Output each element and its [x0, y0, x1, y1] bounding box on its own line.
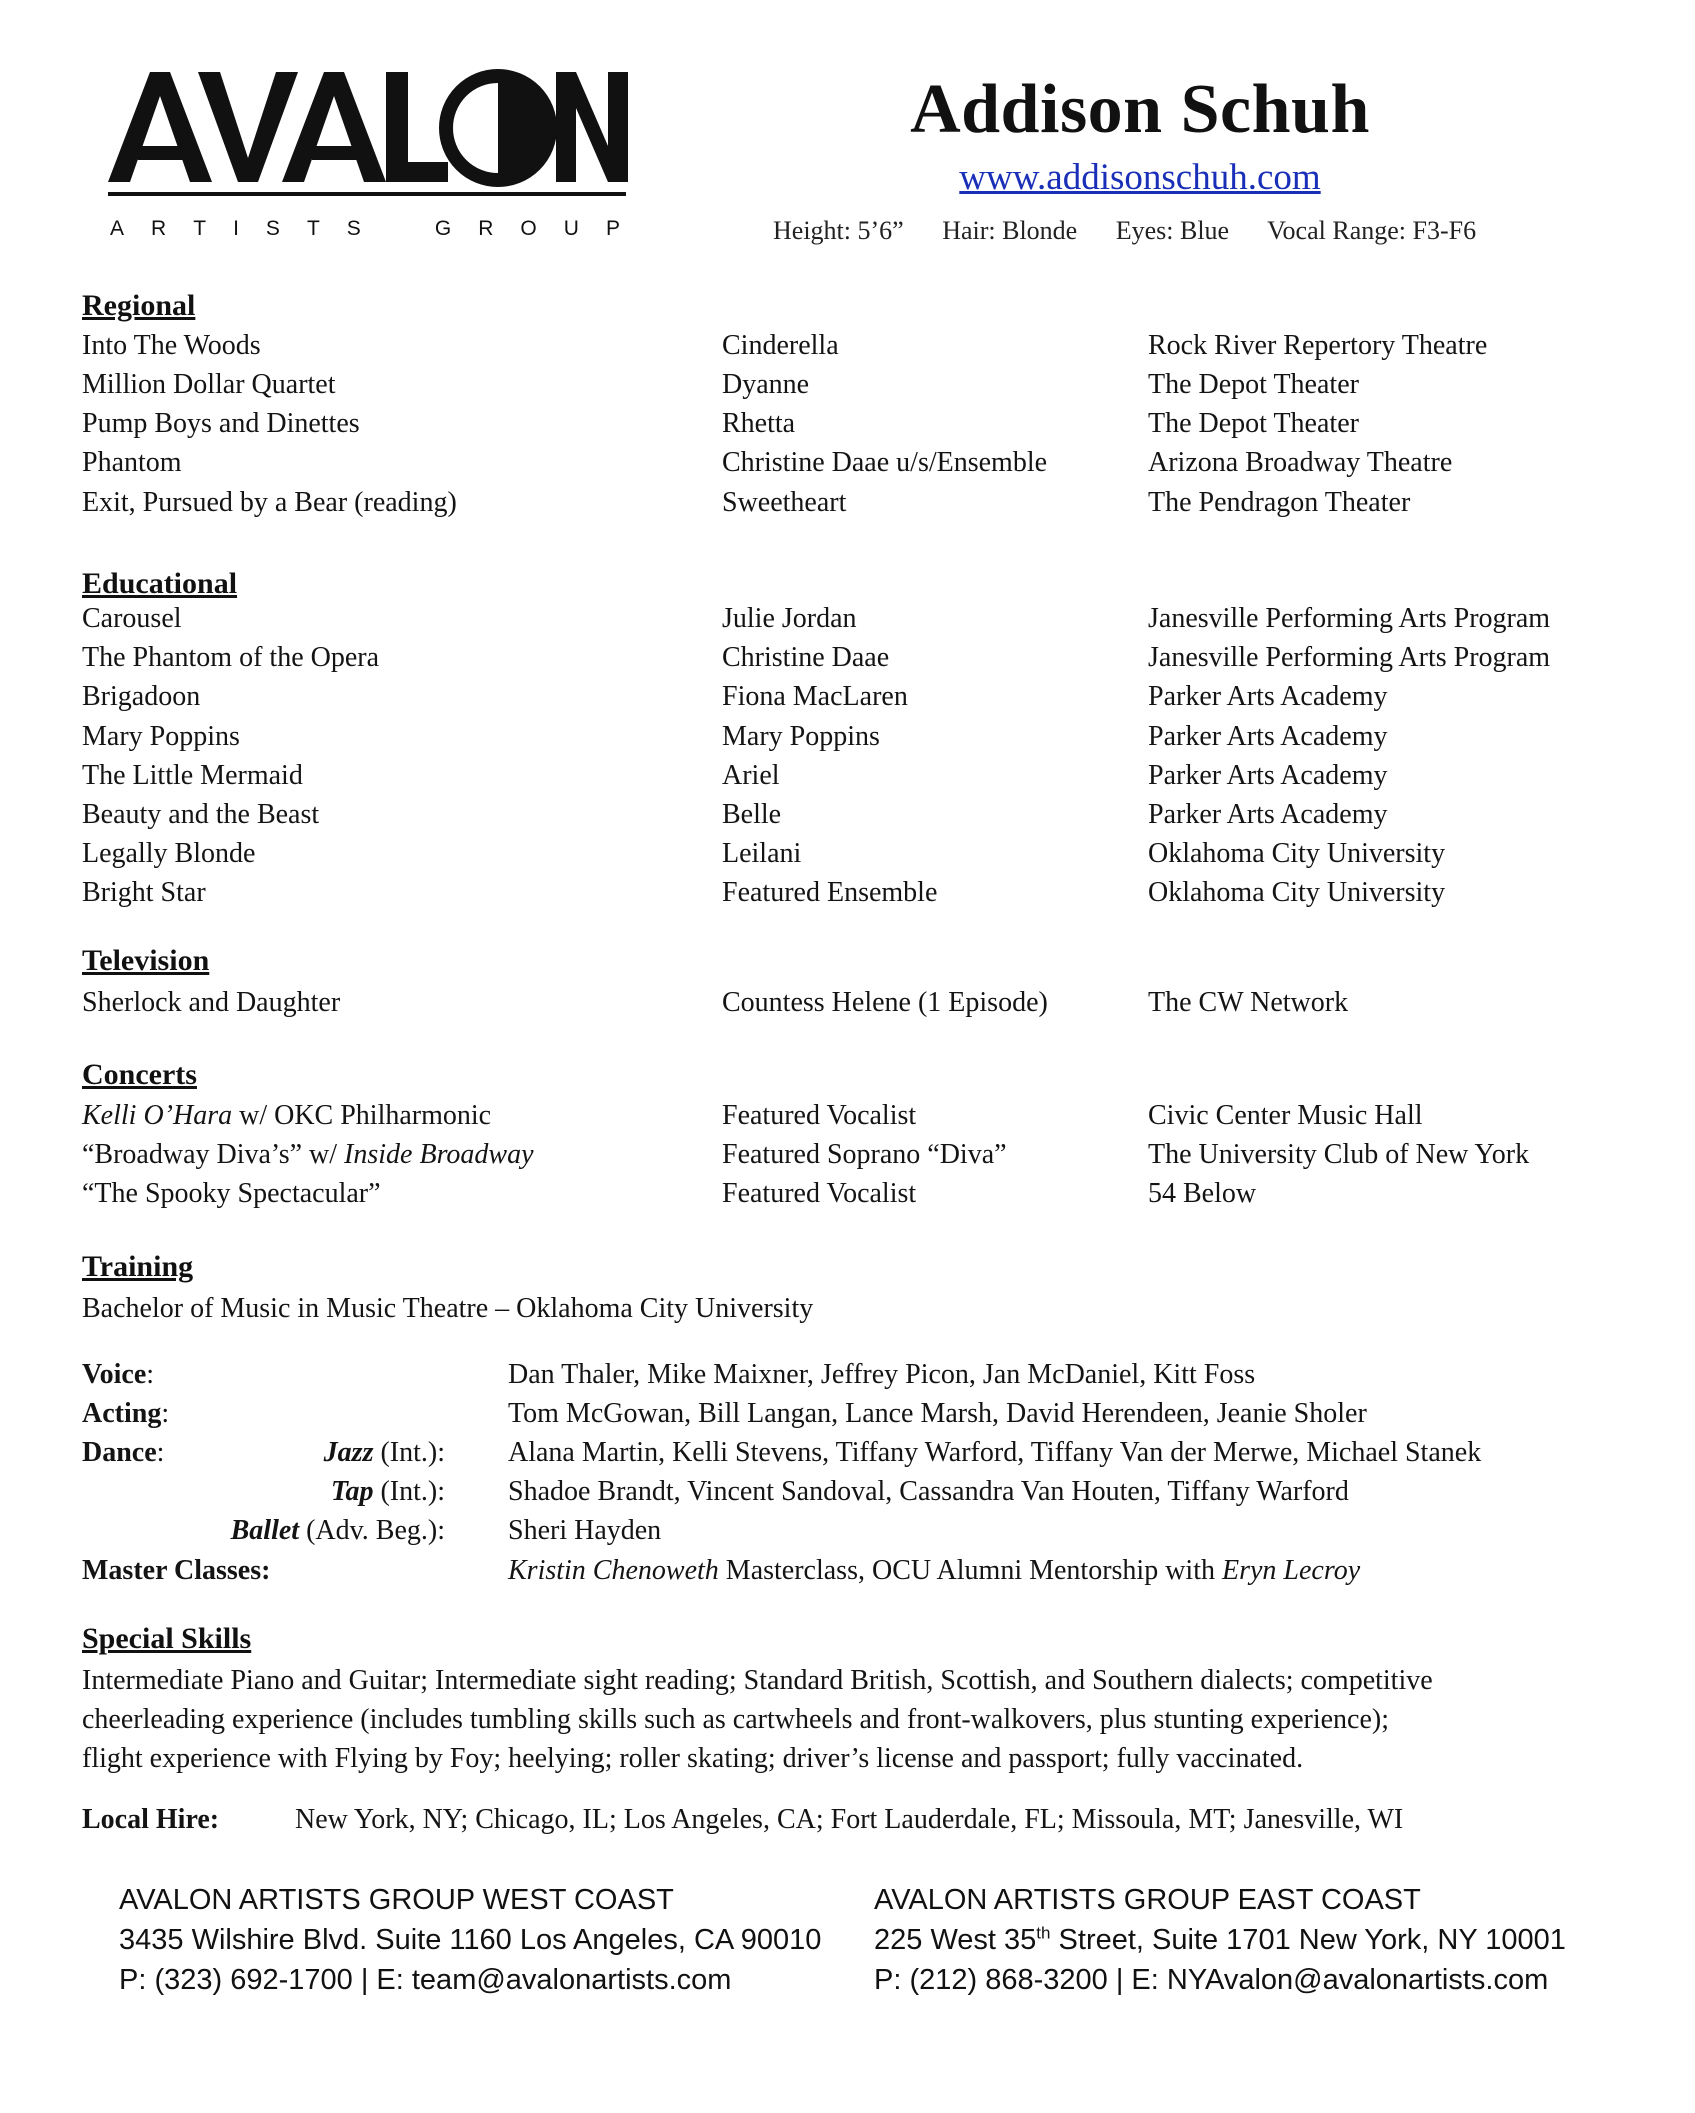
venue: Parker Arts Academy [1148, 760, 1388, 791]
role: Fiona MacLaren [722, 681, 908, 712]
show-title: The Little Mermaid [82, 760, 303, 791]
training-teachers: Tom McGowan, Bill Langan, Lance Marsh, David Herendeen, Jeanie Sholer [508, 1398, 1367, 1429]
section-heading-television: Television [82, 944, 210, 977]
show-title: Million Dollar Quartet [82, 369, 336, 400]
show-title: Bright Star [82, 877, 206, 908]
stat-vocal-range: Vocal Range: F3-F6 [1267, 216, 1477, 245]
credit-row [0, 487, 1695, 527]
credit-row [0, 877, 1695, 917]
skills-line: flight experience with Flying by Foy; heelying; roller skating; driver’s license and passport; fully vaccinated. [82, 1743, 1304, 1774]
venue: Civic Center Music Hall [1148, 1100, 1423, 1131]
training-voice [0, 1359, 1695, 1399]
section-heading-educational: Educational [82, 567, 238, 600]
venue: Parker Arts Academy [1148, 799, 1388, 830]
training-acting [0, 1398, 1695, 1438]
show-title: “The Spooky Spectacular” [82, 1178, 381, 1209]
credit-row [0, 408, 1695, 448]
section-heading-regional: Regional [82, 289, 196, 322]
role: Christine Daae u/s/Ensemble [722, 447, 1048, 478]
venue: The Pendragon Theater [1148, 487, 1411, 518]
local-hire-label: Local Hire: [82, 1804, 220, 1835]
credit-row [0, 760, 1695, 800]
show-title: Pump Boys and Dinettes [82, 408, 360, 439]
venue: 54 Below [1148, 1178, 1257, 1209]
training-teachers: Alana Martin, Kelli Stevens, Tiffany Warford, Tiffany Van der Merwe, Michael Stanek [508, 1437, 1482, 1468]
credit-row [0, 642, 1695, 682]
show-title: The Phantom of the Opera [82, 642, 380, 673]
dance-style: Jazz (Int.): [323, 1437, 445, 1468]
role: Christine Daae [722, 642, 890, 673]
venue: Oklahoma City University [1148, 877, 1446, 908]
section-heading-concerts: Concerts [82, 1058, 197, 1091]
role: Mary Poppins [722, 721, 880, 752]
role: Ariel [722, 760, 780, 791]
role: Rhetta [722, 408, 796, 439]
credit-row [0, 799, 1695, 839]
stat-height: Height: 5’6” [773, 216, 904, 245]
agency-office-title: AVALON ARTISTS GROUP EAST COAST [874, 1884, 1421, 1916]
venue: Janesville Performing Arts Program [1148, 603, 1551, 634]
credit-row [0, 1178, 1695, 1218]
role: Belle [722, 799, 782, 830]
physical-stats [773, 216, 1533, 246]
credit-row [0, 330, 1695, 370]
role: Featured Soprano “Diva” [722, 1139, 1007, 1170]
role: Cinderella [722, 330, 839, 361]
agency-east-coast [874, 1880, 1566, 2000]
show-title: Kelli O’Hara w/ OKC Philharmonic [82, 1100, 492, 1131]
local-hire [82, 1804, 1404, 1836]
training-teachers: Sheri Hayden [508, 1515, 662, 1546]
credit-row [0, 721, 1695, 761]
dance-style: Ballet (Adv. Beg.): [230, 1515, 445, 1546]
venue: The Depot Theater [1148, 369, 1359, 400]
agency-address: 3435 Wilshire Blvd. Suite 1160 Los Angeles, CA 90010 [119, 1924, 822, 1956]
role: Julie Jordan [722, 603, 857, 634]
credit-row [0, 987, 1695, 1027]
performer-name: Addison Schuh [910, 71, 1370, 148]
dance-style: Tap (Int.): [330, 1476, 445, 1507]
credit-row [0, 447, 1695, 487]
training-jazz [0, 1437, 1695, 1477]
credit-row [0, 603, 1695, 643]
venue: Janesville Performing Arts Program [1148, 642, 1551, 673]
venue: Rock River Repertory Theatre [1148, 330, 1488, 361]
show-title: Beauty and the Beast [82, 799, 320, 830]
credit-row [0, 369, 1695, 409]
training-label: Acting: [82, 1398, 170, 1429]
credit-row [0, 681, 1695, 721]
venue: The Depot Theater [1148, 408, 1359, 439]
show-title: Carousel [82, 603, 182, 634]
degree: Bachelor of Music in Music Theatre – Oklahoma City University [82, 1293, 814, 1324]
show-title: Into The Woods [82, 330, 261, 361]
show-title: “Broadway Diva’s” w/ Inside Broadway [82, 1139, 534, 1170]
credit-row [0, 1100, 1695, 1140]
stat-hair: Hair: Blonde [942, 216, 1078, 245]
training-tap [0, 1476, 1695, 1516]
role: Leilani [722, 838, 802, 869]
role: Countess Helene (1 Episode) [722, 987, 1048, 1018]
show-title: Mary Poppins [82, 721, 240, 752]
show-title: Phantom [82, 447, 182, 478]
training-label: Dance: [82, 1437, 165, 1468]
special-skills-text [82, 1661, 1542, 1778]
avalon-logo [108, 62, 628, 262]
role: Dyanne [722, 369, 810, 400]
agency-contact: P: (212) 868-3200 | E: NYAvalon@avalonartists.com [874, 1964, 1549, 1996]
avalon-wordmark-icon [108, 62, 628, 202]
training-label: Voice: [82, 1359, 155, 1390]
venue: Oklahoma City University [1148, 838, 1446, 869]
role: Featured Vocalist [722, 1178, 917, 1209]
show-title: Legally Blonde [82, 838, 256, 869]
role: Sweetheart [722, 487, 847, 518]
venue: The University Club of New York [1148, 1139, 1530, 1170]
training-teachers: Dan Thaler, Mike Maixner, Jeffrey Picon, Jan McDaniel, Kitt Foss [508, 1359, 1256, 1390]
venue: The CW Network [1148, 987, 1349, 1018]
agency-contact: P: (323) 692-1700 | E: team@avalonartists.com [119, 1964, 732, 1996]
role: Featured Ensemble [722, 877, 938, 908]
logo-subtitle: A R T I S T S G R O U P [110, 217, 620, 240]
show-title: Exit, Pursued by a Bear (reading) [82, 487, 457, 518]
role: Featured Vocalist [722, 1100, 917, 1131]
section-heading-special-skills: Special Skills [82, 1622, 252, 1655]
website-link[interactable]: www.addisonschuh.com [959, 157, 1321, 198]
venue: Parker Arts Academy [1148, 681, 1388, 712]
credit-row [0, 838, 1695, 878]
agency-address: 225 West 35th Street, Suite 1701 New York, NY 10001 [874, 1923, 1566, 1956]
training-master-classes [0, 1555, 1695, 1595]
stat-eyes: Eyes: Blue [1115, 216, 1230, 245]
skills-line: Intermediate Piano and Guitar; Intermediate sight reading; Standard British, Scottish, and Southern dialects; competitive [82, 1665, 1433, 1696]
show-title: Brigadoon [82, 681, 201, 712]
section-heading-training: Training [82, 1250, 194, 1283]
skills-line: cheerleading experience (includes tumbling skills such as cartwheels and front-walkovers, plus stunting experience); [82, 1704, 1390, 1735]
training-teachers: Kristin Chenoweth Masterclass, OCU Alumni Mentorship with Eryn Lecroy [508, 1555, 1361, 1586]
venue: Arizona Broadway Theatre [1148, 447, 1453, 478]
credit-row [0, 1139, 1695, 1179]
agency-office-title: AVALON ARTISTS GROUP WEST COAST [119, 1884, 674, 1916]
training-teachers: Shadoe Brandt, Vincent Sandoval, Cassandra Van Houten, Tiffany Warford [508, 1476, 1349, 1507]
training-label: Master Classes: [82, 1555, 271, 1586]
agency-west-coast [119, 1880, 821, 2000]
show-title: Sherlock and Daughter [82, 987, 341, 1018]
venue: Parker Arts Academy [1148, 721, 1388, 752]
local-hire-cities: New York, NY; Chicago, IL; Los Angeles, CA; Fort Lauderdale, FL; Missoula, MT; Janesville, WI [295, 1804, 1404, 1835]
training-ballet [0, 1515, 1695, 1555]
